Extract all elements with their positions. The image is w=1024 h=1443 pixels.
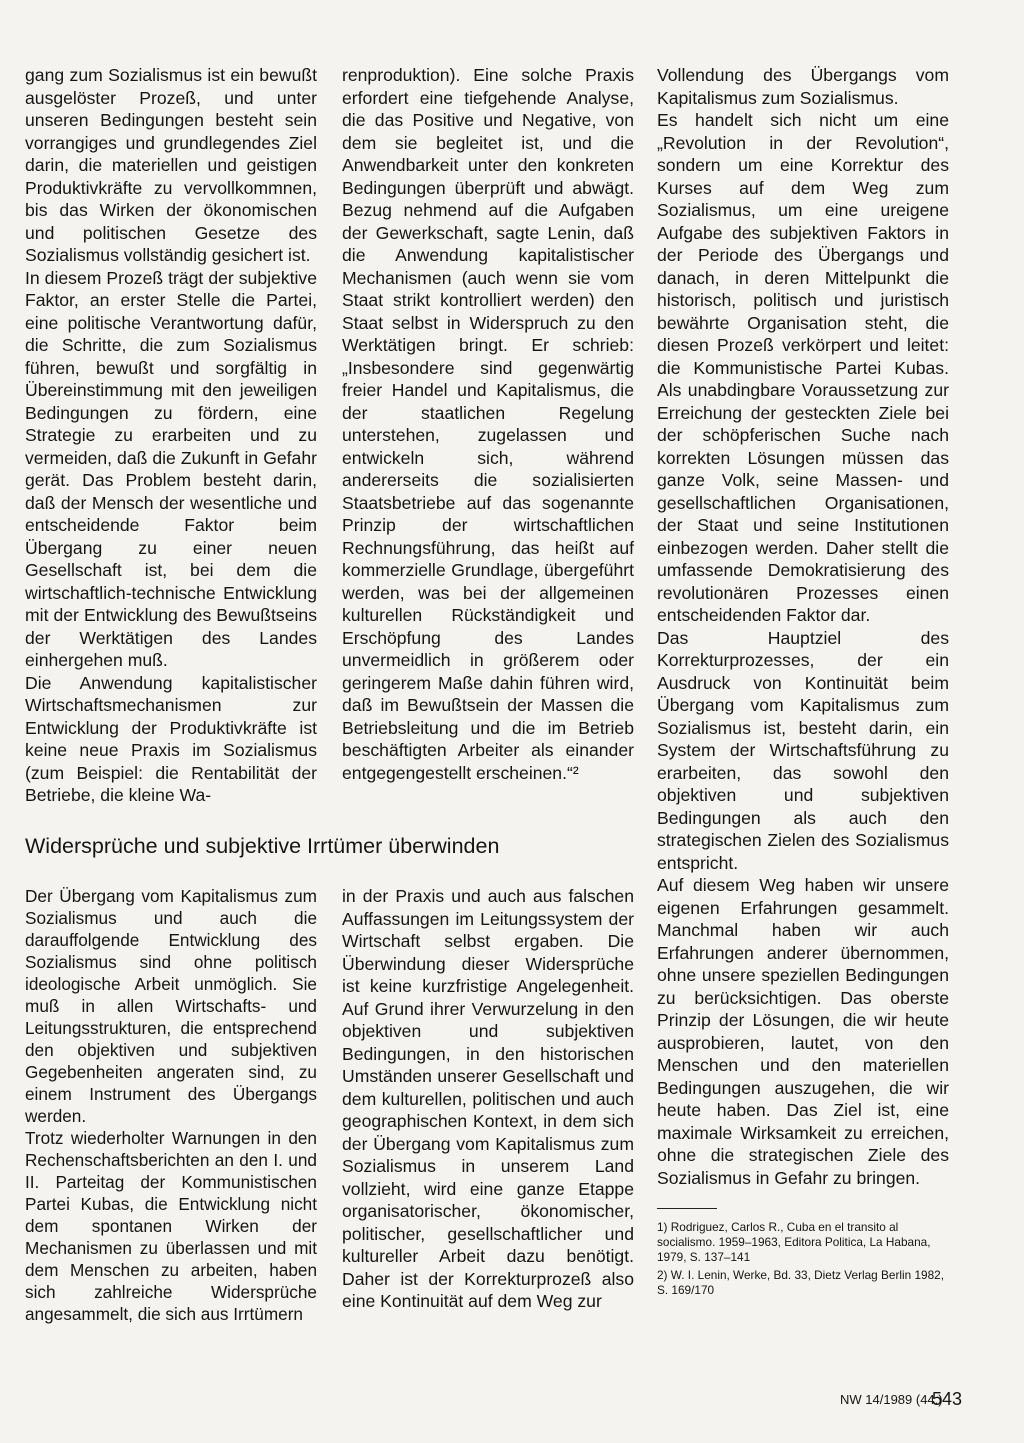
section-heading: Widersprüche und subjektive Irrtümer überwinden <box>25 834 500 858</box>
paragraph: In diesem Prozeß trägt der subjektive Faktor, an erster Stelle die Partei, eine politische Verantwortung dafür, die Schritte, die zum Sozialismus führen, bewußt und sorgfältig in Übereinstimmung mit den jeweiligen Bedingungen zu fördern, eine Strategie zu erarbeiten und zu vermeiden, daß die Zukunft in Gefahr gerät. Das Problem besteht darin, daß der Mensch der wesentliche und entscheidende Faktor beim Übergang zu einer neuen Gesellschaft ist, bei dem die wirtschaftlich-technische Entwicklung mit der Entwicklung des Bewußtseins der Werktätigen des Landes einhergehen muß. <box>25 267 317 670</box>
footnotes <box>657 1220 949 1301</box>
footnote-rule <box>657 1208 717 1209</box>
text-column-2 <box>342 64 634 784</box>
text-column-4 <box>25 885 317 1325</box>
paragraph: Das Hauptziel des Korrekturprozesses, der ein Ausdruck von Kontinuität beim Übergang vom Kapitalismus zum Sozialismus ist, besteht darin, ein System der Wirtschaftsführung zu erarbeiten, das sowohl den objektiven und subjektiven Bedingungen als auch den strategischen Zielen des Sozialismus entspricht. <box>657 627 949 873</box>
text-column-1 <box>25 64 317 807</box>
paragraph: Der Übergang vom Kapitalismus zum Sozialismus und auch die darauffolgende Entwicklung des Sozialismus sind ohne politisch ideologische Arbeit unmöglich. Sie muß in allen Wirtschafts- und Leitungsstrukturen, die entsprechend den objektiven und subjektiven Gegebenheiten angeraten sind, zu einem Instrument des Übergangs werden. <box>25 886 317 1126</box>
paragraph: renproduktion). Eine solche Praxis erfordert eine tiefgehende Analyse, die das Positive und Negative, von dem sie begleitet ist, und die Anwendbarkeit unter den konkreten Bedingungen überprüft und abwägt. Bezug nehmend auf die Aufgaben der Gewerkschaft, sagte Lenin, daß die Anwendung kapitalistischer Mechanismen (auch wenn sie vom Staat strikt kontrolliert werden) den Staat selbst in Widerspruch zu den Werktätigen bringt. Er schrieb: „Insbesondere sind gegenwärtig freier Handel und Kapitalismus, die der staatlichen Regelung unterstehen, zugelassen und entwickeln sich, während andererseits die sozialisierten Staatsbetriebe auf das sogenannte Prinzip der wirtschaftlichen Rechnungsführung, das heißt auf kommerzielle Grundlage, übergeführt werden, was bei der allgemeinen kulturellen Rückständigkeit und Erschöpfung des Landes unvermeidlich in größerem oder geringerem Maße dahin führen wird, daß im Bewußtsein der Massen die Betriebsleitung und die im Betrieb beschäftigten Arbeiter als einander entgegengestellt erscheinen.“² <box>342 65 634 783</box>
paragraph: Die Anwendung kapitalistischer Wirtschaftsmechanismen zur Entwicklung der Produktivkräfte ist keine neue Praxis im Sozialismus (zum Beispiel: die Rentabilität der Betriebe, die kleine Wa- <box>25 672 317 805</box>
paragraph: Es handelt sich nicht um eine „Revolution in der Revolution“, sondern um eine Korrektur des Kurses auf dem Weg zum Sozialismus, um eine ureigene Aufgabe des subjektiven Faktors in der Periode des Übergangs und danach, in deren Mittelpunkt die historisch, politisch und juristisch bewährte Organisation steht, die diesen Prozeß verkörpert und leitet: die Kommunistische Partei Kubas. Als unabdingbare Voraussetzung zur Erreichung der gesteckten Ziele bei der schöpferischen Suche nach korrekten Lösungen müssen das ganze Volk, seine Massen- und gesellschaftlichen Organisationen, der Staat und seine Institutionen einbezogen werden. Daher stellt die umfassende Demokratisierung des revolutionären Prozesses einen entscheidenden Faktor dar. <box>657 110 949 625</box>
footnote: 2) W. I. Lenin, Werke, Bd. 33, Dietz Verlag Berlin 1982, S. 169/170 <box>657 1268 944 1297</box>
text-column-3 <box>657 64 949 1189</box>
page-number: 543 <box>932 1389 963 1409</box>
paragraph: Trotz wiederholter Warnungen in den Rechenschaftsberichten an den I. und II. Parteitag der Kommunistischen Partei Kubas, die Entwicklung nicht dem spontanen Wirken der Mechanismen zu überlassen und mit dem Menschen zu arbeiten, haben sich zahlreiche Widersprüche angesammelt, die sich aus Irrtümern <box>25 1128 317 1324</box>
footnote: 1) Rodriguez, Carlos R., Cuba en el transito al socialismo. 1959–1963, Editora Politica, La Habana, 1979, S. 137–141 <box>657 1220 931 1264</box>
paragraph: Vollendung des Übergangs vom Kapitalismus zum Sozialismus. <box>657 65 949 108</box>
text-column-5 <box>342 885 634 1313</box>
issue-info: NW 14/1989 (44.) <box>840 1392 943 1407</box>
paragraph: Auf diesem Weg haben wir unsere eigenen Erfahrungen gesammelt. Manchmal haben wir auch Erfahrungen anderer übernommen, ohne unsere speziellen Bedingungen zu berücksichtigen. Das oberste Prinzip der Lösungen, die wir heute ausprobieren, lautet, von den Menschen und den materiellen Bedingungen auszugehen, die wir heute haben. Das Ziel ist, eine maximale Wirksamkeit zu erreichen, ohne die strategischen Ziele des Sozialismus in Gefahr zu bringen. <box>657 875 949 1188</box>
paragraph: gang zum Sozialismus ist ein bewußt ausgelöster Prozeß, und unter unseren Bedingungen besteht sein vorrangiges und grundlegendes Ziel darin, die materiellen und geistigen Produktivkräfte zu vervollkommnen, bis das Wirken der ökonomischen und politischen Gesetze des Sozialismus vollständig gesichert ist. <box>25 65 317 265</box>
paragraph: in der Praxis und auch aus falschen Auffassungen im Leitungssystem der Wirtschaft selbst ergaben. Die Überwindung dieser Widersprüche ist keine kurzfristige Angelegenheit. Auf Grund ihrer Verwurzelung in den objektiven und subjektiven Bedingungen, in den historischen Umständen unserer Gesellschaft und dem kulturellen, politischen und auch geographischen Kontext, in dem sich der Übergang vom Kapitalismus zum Sozialismus in unserem Land vollzieht, wird eine ganze Etappe organisatorischer, ökonomischer, politischer, gesellschaftlicher und kultureller Arbeit dazu benötigt. Daher ist der Korrekturprozeß also eine Kontinuität auf dem Weg zur <box>342 886 634 1311</box>
